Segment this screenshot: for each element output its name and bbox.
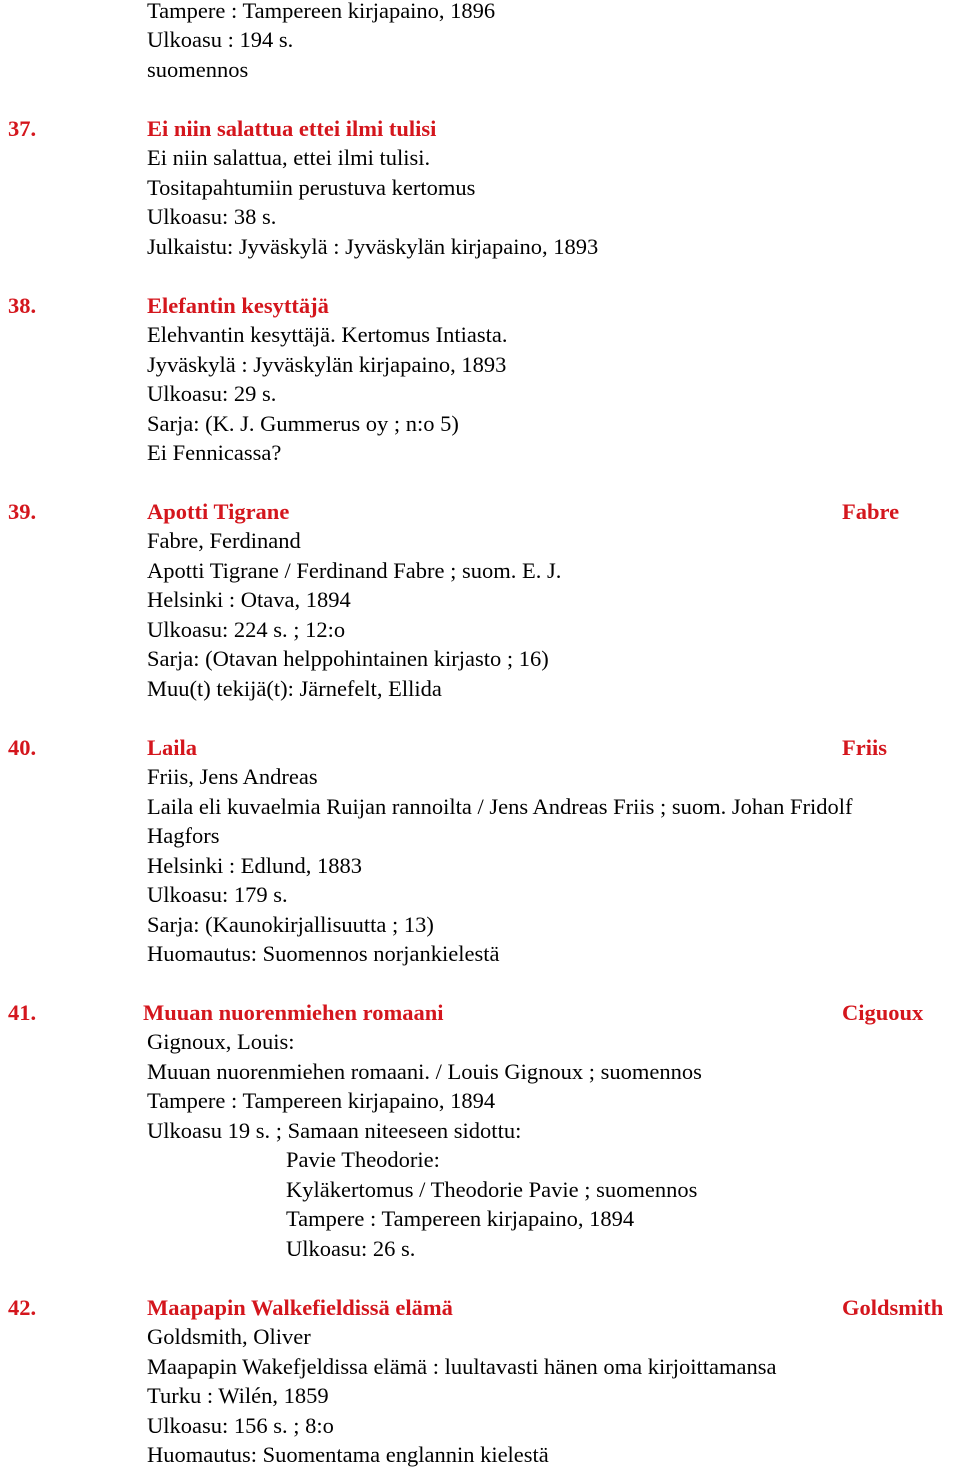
text-line: Friis, Jens Andreas xyxy=(147,764,318,789)
text-line: Julkaistu: Jyväskylä : Jyväskylän kirjapaino, 1893 xyxy=(147,234,599,259)
text-line: Jyväskylä : Jyväskylän kirjapaino, 1893 xyxy=(147,352,507,377)
text-line-indented: Tampere : Tampereen kirjapaino, 1894 xyxy=(286,1206,635,1231)
text-line: Sarja: (Otavan helppohintainen kirjasto ; 16) xyxy=(147,646,549,671)
text-line: Helsinki : Edlund, 1883 xyxy=(147,853,362,878)
text-line: Ei niin salattua, ettei ilmi tulisi. xyxy=(147,145,431,170)
text-line: Apotti Tigrane / Ferdinand Fabre ; suom. E. J. xyxy=(147,558,562,583)
text-line: Turku : Wilén, 1859 xyxy=(147,1383,329,1408)
text-line: Sarja: (Kaunokirjallisuutta ; 13) xyxy=(147,912,434,937)
text-line: Ulkoasu : 194 s. xyxy=(147,27,294,52)
text-line: Ulkoasu 19 s. ; Samaan niteeseen sidottu: xyxy=(147,1118,522,1143)
text-line: Elehvantin kesyttäjä. Kertomus Intiasta. xyxy=(147,322,508,347)
entry-number: 38. xyxy=(8,293,37,318)
text-line: Maapapin Wakefjeldissa elämä : luultavasti hänen oma kirjoittamansa xyxy=(147,1354,777,1379)
text-line-indented: Pavie Theodorie: xyxy=(286,1147,440,1172)
text-line: Laila eli kuvaelmia Ruijan rannoilta / Jens Andreas Friis ; suom. Johan Fridolf xyxy=(147,794,853,819)
text-line: Muuan nuorenmiehen romaani. / Louis Gignoux ; suomennos xyxy=(147,1059,702,1084)
entry-author: Goldsmith xyxy=(842,1295,944,1320)
text-line: Muu(t) tekijä(t): Järnefelt, Ellida xyxy=(147,676,442,701)
text-line: Helsinki : Otava, 1894 xyxy=(147,587,351,612)
entry-title: Maapapin Walkefieldissä elämä xyxy=(147,1295,453,1320)
text-line: Ulkoasu: 38 s. xyxy=(147,204,277,229)
entry-number: 42. xyxy=(8,1295,37,1320)
entry-author: Fabre xyxy=(842,499,900,524)
text-line-indented: Kyläkertomus / Theodorie Pavie ; suomennos xyxy=(286,1177,698,1202)
entry-number: 40. xyxy=(8,735,37,760)
entry-title: Laila xyxy=(147,735,198,760)
entry-number: 41. xyxy=(8,1000,37,1025)
text-line: Huomautus: Suomennos norjankielestä xyxy=(147,941,500,966)
text-line-indented: Ulkoasu: 26 s. xyxy=(286,1236,416,1261)
text-line: Ulkoasu: 156 s. ; 8:o xyxy=(147,1413,334,1438)
entry-title: Muuan nuorenmiehen romaani xyxy=(143,1000,444,1025)
text-line: Huomautus: Suomentama englannin kielestä xyxy=(147,1442,549,1467)
text-line: Tositapahtumiin perustuva kertomus xyxy=(147,175,476,200)
text-line: Gignoux, Louis: xyxy=(147,1029,295,1054)
text-line: Tampere : Tampereen kirjapaino, 1896 xyxy=(147,0,496,23)
text-line: Goldsmith, Oliver xyxy=(147,1324,311,1349)
text-line: Hagfors xyxy=(147,823,220,848)
text-line: Ulkoasu: 224 s. ; 12:o xyxy=(147,617,346,642)
entry-title: Ei niin salattua ettei ilmi tulisi xyxy=(147,116,437,141)
entry-author: Ciguoux xyxy=(842,1000,924,1025)
entry-author: Friis xyxy=(842,735,887,760)
text-line: Ulkoasu: 179 s. xyxy=(147,882,288,907)
text-line: Sarja: (K. J. Gummerus oy ; n:o 5) xyxy=(147,411,459,436)
entry-number: 37. xyxy=(8,116,37,141)
text-line: Tampere : Tampereen kirjapaino, 1894 xyxy=(147,1088,496,1113)
text-line: Ei Fennicassa? xyxy=(147,440,282,465)
text-line: Ulkoasu: 29 s. xyxy=(147,381,277,406)
entry-number: 39. xyxy=(8,499,37,524)
text-line: Fabre, Ferdinand xyxy=(147,528,301,553)
entry-title: Apotti Tigrane xyxy=(147,499,290,524)
text-line: suomennos xyxy=(147,57,249,82)
entry-title: Elefantin kesyttäjä xyxy=(147,293,329,318)
